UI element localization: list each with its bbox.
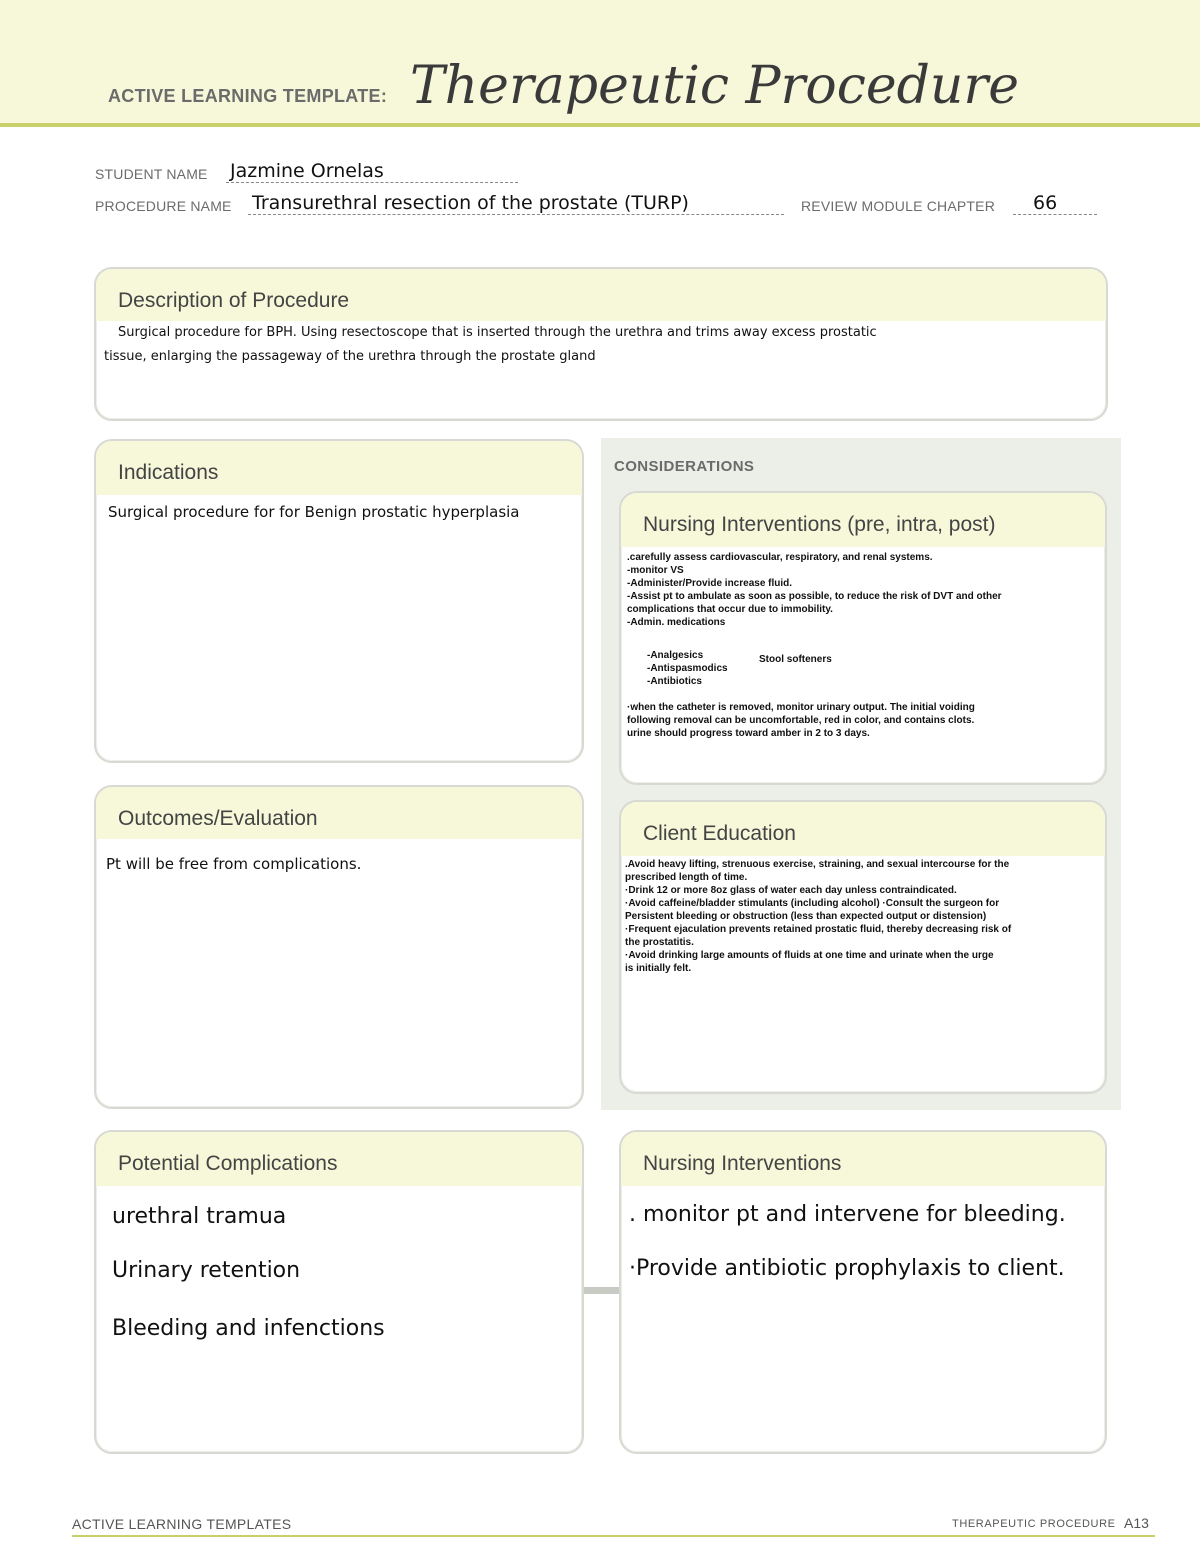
complications-title: Potential Complications <box>118 1152 338 1175</box>
footer-rule <box>72 1535 1155 1537</box>
ni-line: -monitor VS <box>627 565 684 576</box>
ni-line: .carefully assess cardiovascular, respiratory, and renal systems. <box>627 552 933 563</box>
indications-title: Indications <box>118 461 219 484</box>
nursing-interventions-pre-box <box>619 491 1107 785</box>
footer-left: ACTIVE LEARNING TEMPLATES <box>72 1516 292 1532</box>
template-label: ACTIVE LEARNING TEMPLATE: <box>108 86 388 106</box>
ce-lines <box>625 858 1011 975</box>
ce-line: ·Drink 12 or more 8oz glass of water each day unless contraindicated. <box>625 885 957 896</box>
client-education-box <box>619 800 1107 1094</box>
ce-line: ·Frequent ejaculation prevents retained prostatic fluid, thereby decreasing risk of <box>625 924 1012 935</box>
ni-line: -Assist pt to ambulate as soon as possible, to reduce the risk of DVT and other <box>627 591 1002 602</box>
indications-box <box>94 439 584 763</box>
ce-line: ·Avoid caffeine/bladder stimulants (including alcohol) ·Consult the surgeon for <box>625 898 1000 909</box>
ce-line: prescribed length of time. <box>625 872 748 883</box>
outcomes-title: Outcomes/Evaluation <box>118 807 318 830</box>
ce-line: is initially felt. <box>625 963 692 974</box>
client-education-title: Client Education <box>643 822 796 845</box>
footer-right: THERAPEUTIC PROCEDURE <box>952 1518 1116 1530</box>
ni-lines <box>627 551 1002 629</box>
complication-item: urethral tramua <box>112 1204 287 1229</box>
review-module-label: REVIEW MODULE CHAPTER <box>801 198 995 214</box>
description-line-2: tissue, enlarging the passageway of the urethra through the prostate gland <box>104 349 596 364</box>
student-name-value: Jazmine Ornelas <box>230 160 384 182</box>
ni-med: -Antibiotics <box>647 676 702 687</box>
ni-line: -Administer/Provide increase fluid. <box>627 578 793 589</box>
nursing-interventions-box <box>619 1130 1107 1454</box>
page-title: Therapeutic Procedure <box>410 56 1019 116</box>
nursing-intervention-item: . monitor pt and intervene for bleeding. <box>629 1202 1066 1227</box>
description-title: Description of Procedure <box>118 289 350 312</box>
ni-meds <box>647 649 728 688</box>
ni-med: -Antispasmodics <box>647 663 728 674</box>
outcomes-box <box>94 785 584 1109</box>
outcomes-text: Pt will be free from complications. <box>106 855 362 873</box>
description-line-1: Surgical procedure for BPH. Using resectoscope that is inserted through the urethra and trims away excess prostatic <box>118 325 877 340</box>
nursing-interventions-title: Nursing Interventions <box>643 1152 842 1175</box>
ce-line: .Avoid heavy lifting, strenuous exercise, straining, and sexual intercourse for the <box>625 859 1010 870</box>
procedure-name-field[interactable] <box>248 192 784 215</box>
complications-box <box>94 1130 584 1454</box>
ce-line: ·Avoid drinking large amounts of fluids at one time and urinate when the urge <box>625 950 994 961</box>
student-name-field[interactable] <box>226 160 518 183</box>
ni-tail-line: following removal can be uncomfortable, red in color, and contains clots. <box>627 715 975 726</box>
ce-line: the prostatitis. <box>625 937 694 948</box>
ni-line: complications that occur due to immobility. <box>627 604 833 615</box>
ni-meds-side: Stool softeners <box>759 654 832 665</box>
considerations-label: CONSIDERATIONS <box>614 458 755 475</box>
complication-item: Urinary retention <box>112 1258 301 1283</box>
student-name-label: STUDENT NAME <box>95 166 208 182</box>
indications-text: Surgical procedure for for Benign prostatic hyperplasia <box>108 503 520 521</box>
ni-tail-line: ·when the catheter is removed, monitor urinary output. The initial voiding <box>627 702 975 713</box>
ni-tail <box>627 701 975 740</box>
ni-tail-line: urine should progress toward amber in 2 to 3 days. <box>627 728 870 739</box>
nursing-interventions-pre-title: Nursing Interventions (pre, intra, post) <box>643 513 996 536</box>
review-module-value: 66 <box>1033 192 1058 214</box>
ce-line: Persistent bleeding or obstruction (less than expected output or distension) <box>625 911 987 922</box>
ni-line: -Admin. medications <box>627 617 726 628</box>
description-box <box>94 267 1108 421</box>
header-rule <box>0 123 1200 127</box>
complication-item: Bleeding and infenctions <box>112 1316 385 1341</box>
nursing-intervention-item: ·Provide antibiotic prophylaxis to client. <box>629 1256 1065 1281</box>
review-module-field[interactable] <box>1013 192 1097 215</box>
connector-bar <box>584 1287 620 1294</box>
ni-med: -Analgesics <box>647 650 704 661</box>
page-number: A13 <box>1124 1515 1149 1531</box>
procedure-name-value: Transurethral resection of the prostate (TURP) <box>252 192 689 214</box>
procedure-name-label: PROCEDURE NAME <box>95 198 232 214</box>
